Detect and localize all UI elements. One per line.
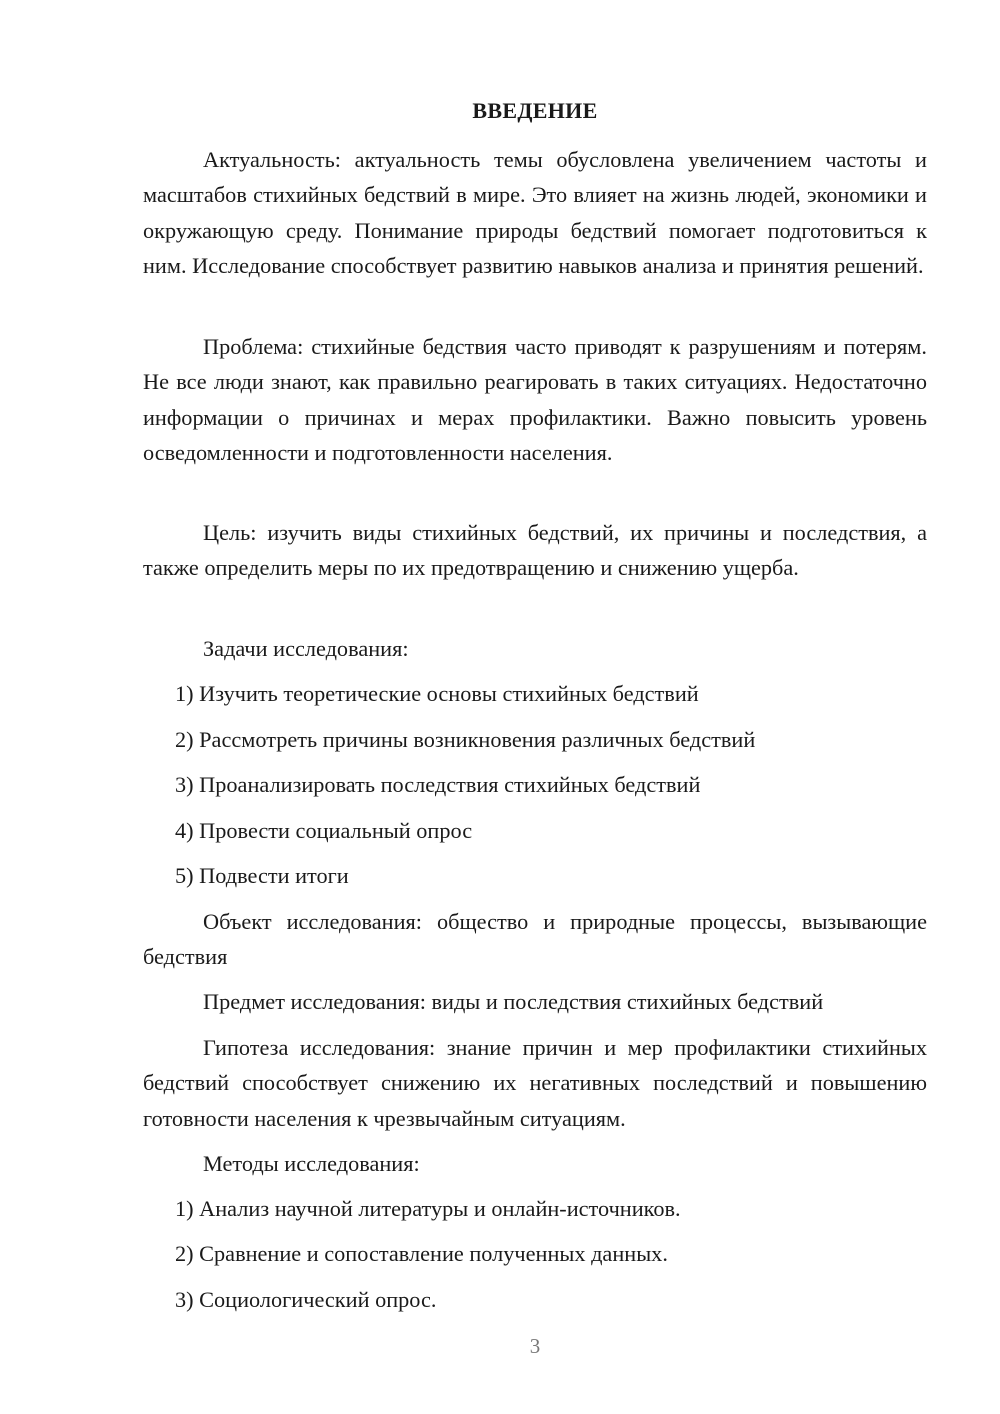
problem-paragraph: Проблема: стихийные бедствия часто приводят к разрушениям и потерям. Не все люди знают, как правильно реагировать в таких ситуациях. Недостаточно информации о причинах и мерах профилактики. Важно повысить уровень осведомленности и подготовленности населения.	[143, 334, 927, 465]
task-item: 4) Провести социальный опрос	[175, 818, 473, 843]
hypothesis-paragraph: Гипотеза исследования: знание причин и мер профилактики стихийных бедствий способствует снижению их негативных последствий и повышению готовности населения к чрезвычайным ситуациям.	[143, 1035, 927, 1131]
task-item: 5) Подвести итоги	[175, 863, 349, 888]
goal-paragraph: Цель: изучить виды стихийных бедствий, их причины и последствия, а также определить меры по их предотвращению и снижению ущерба.	[143, 520, 927, 581]
page-number: 3	[529, 1334, 541, 1358]
tasks-heading: Задачи исследования:	[203, 636, 409, 661]
task-item: 2) Рассмотреть причины возникновения различных бедствий	[175, 727, 756, 752]
methods-heading: Методы исследования:	[203, 1151, 420, 1176]
method-item: 1) Анализ научной литературы и онлайн-источников.	[175, 1196, 681, 1221]
task-item: 3) Проанализировать последствия стихийных бедствий	[175, 772, 701, 797]
page-title: ВВЕДЕНИЕ	[472, 98, 598, 123]
method-item: 3) Социологический опрос.	[175, 1287, 437, 1312]
method-item: 2) Сравнение и сопоставление полученных данных.	[175, 1241, 668, 1266]
subject-paragraph: Предмет исследования: виды и последствия стихийных бедствий	[203, 989, 824, 1014]
document-page	[143, 0, 927, 1414]
relevance-paragraph: Актуальность: актуальность темы обусловлена увеличением частоты и масштабов стихийных бедствий в мире. Это влияет на жизнь людей, экономики и окружающую среду. Понимание природы бедствий помогает подготовиться к ним. Исследование способствует развитию навыков анализа и принятия решений.	[143, 147, 927, 278]
task-item: 1) Изучить теоретические основы стихийных бедствий	[175, 681, 699, 706]
object-paragraph: Объект исследования: общество и природные процессы, вызывающие бедствия	[143, 909, 927, 970]
